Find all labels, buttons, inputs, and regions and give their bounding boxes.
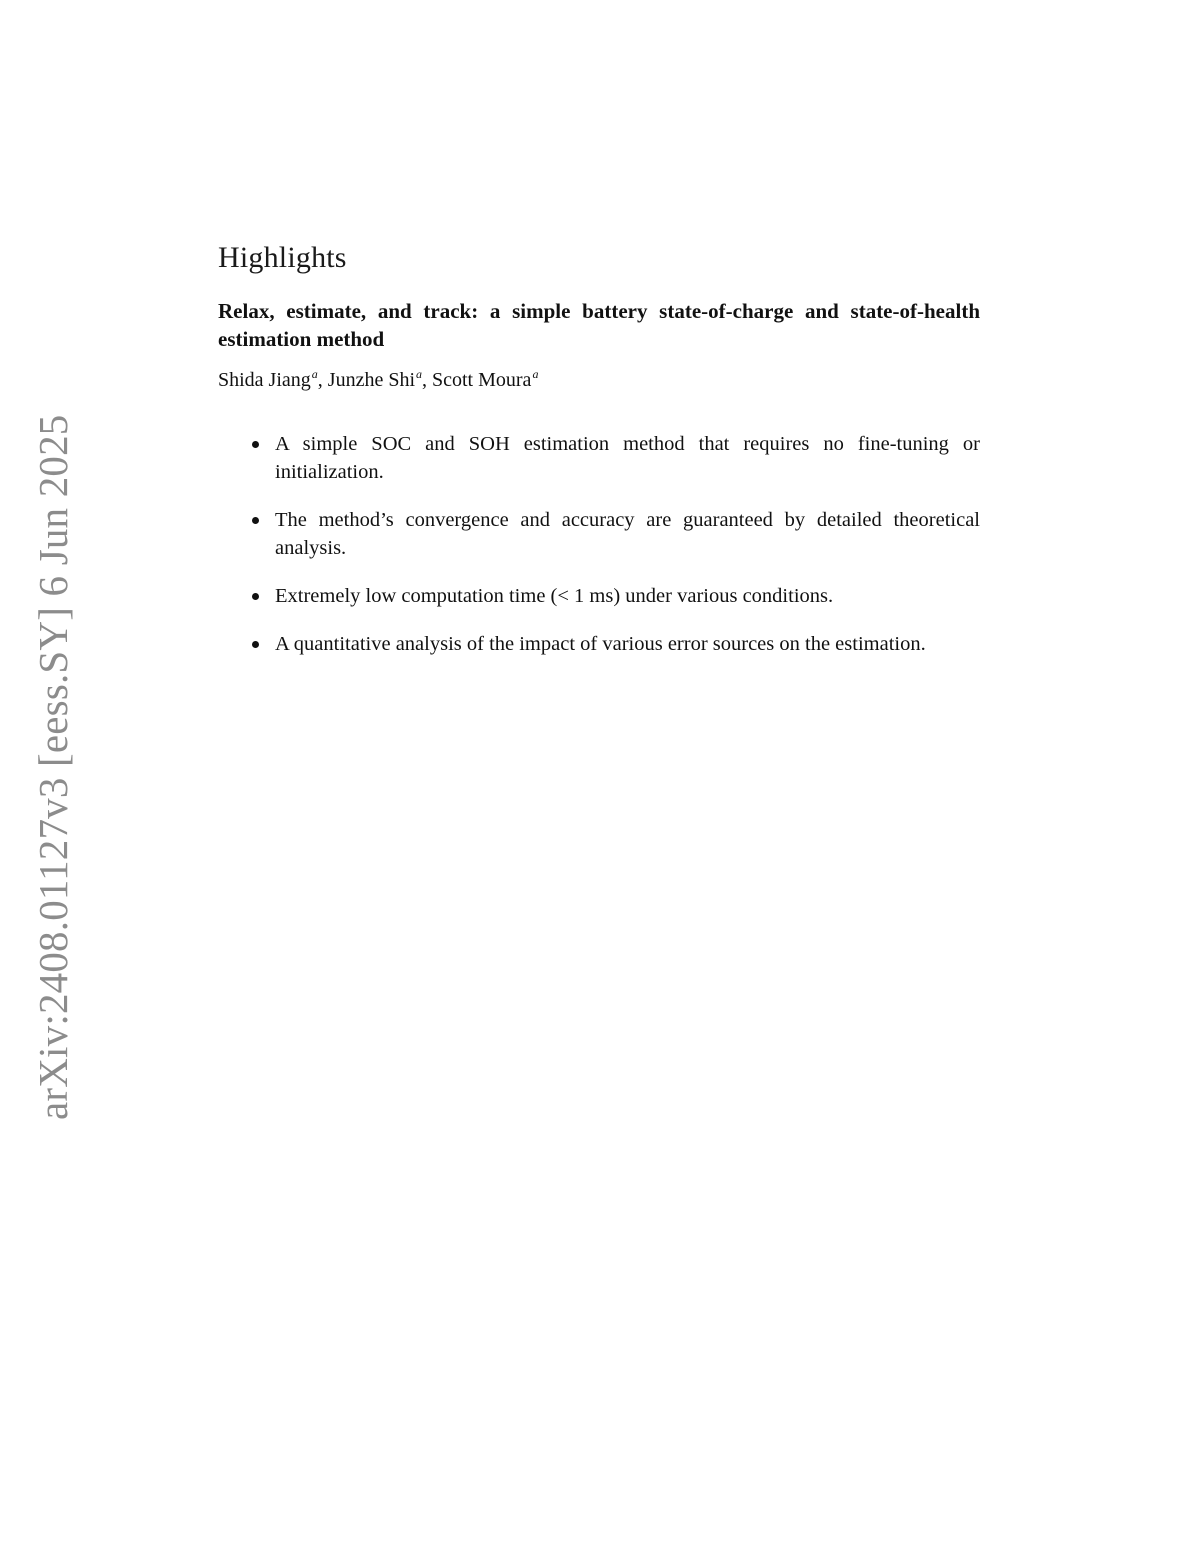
author (432, 369, 538, 391)
author-affiliation: a (311, 367, 318, 381)
highlight-text: A quantitative analysis of the impact of various error sources on the estimation. (275, 633, 926, 655)
author (218, 369, 328, 391)
highlight-text: Extremely low computation time (< 1 ms) under various conditions. (275, 585, 834, 607)
author (328, 369, 432, 391)
author-separator: , (422, 369, 432, 391)
highlight-text: The method’s convergence and accuracy are guaranteed by detailed theoretical analysis. (275, 509, 980, 559)
arxiv-identifier-stamp: arXiv:2408.01127v3 [eess.SY] 6 Jun 2025 (30, 414, 76, 1120)
author-affiliation: a (416, 367, 422, 381)
bullet-icon (252, 517, 259, 524)
highlight-item (218, 630, 980, 658)
bullet-icon (252, 593, 259, 600)
highlight-item (218, 430, 980, 486)
paper-title: Relax, estimate, and track: a simple battery state-of-charge and state-of-health estimation method (218, 299, 980, 351)
highlight-item (218, 506, 980, 562)
highlights-page (218, 236, 980, 678)
highlight-item (218, 582, 980, 610)
author-name: Shida Jiang (218, 369, 311, 391)
highlights-heading: Highlights (218, 241, 347, 274)
author-name: Scott Moura (432, 369, 532, 391)
highlights-list (218, 430, 980, 658)
author-list (218, 366, 980, 394)
author-affiliation: a (532, 367, 539, 381)
author-name: Junzhe Shi (327, 369, 415, 391)
bullet-icon (252, 441, 259, 448)
bullet-icon (252, 641, 259, 648)
highlight-text: A simple SOC and SOH estimation method that requires no fine-tuning or initialization. (275, 433, 980, 483)
author-separator: , (317, 369, 328, 391)
